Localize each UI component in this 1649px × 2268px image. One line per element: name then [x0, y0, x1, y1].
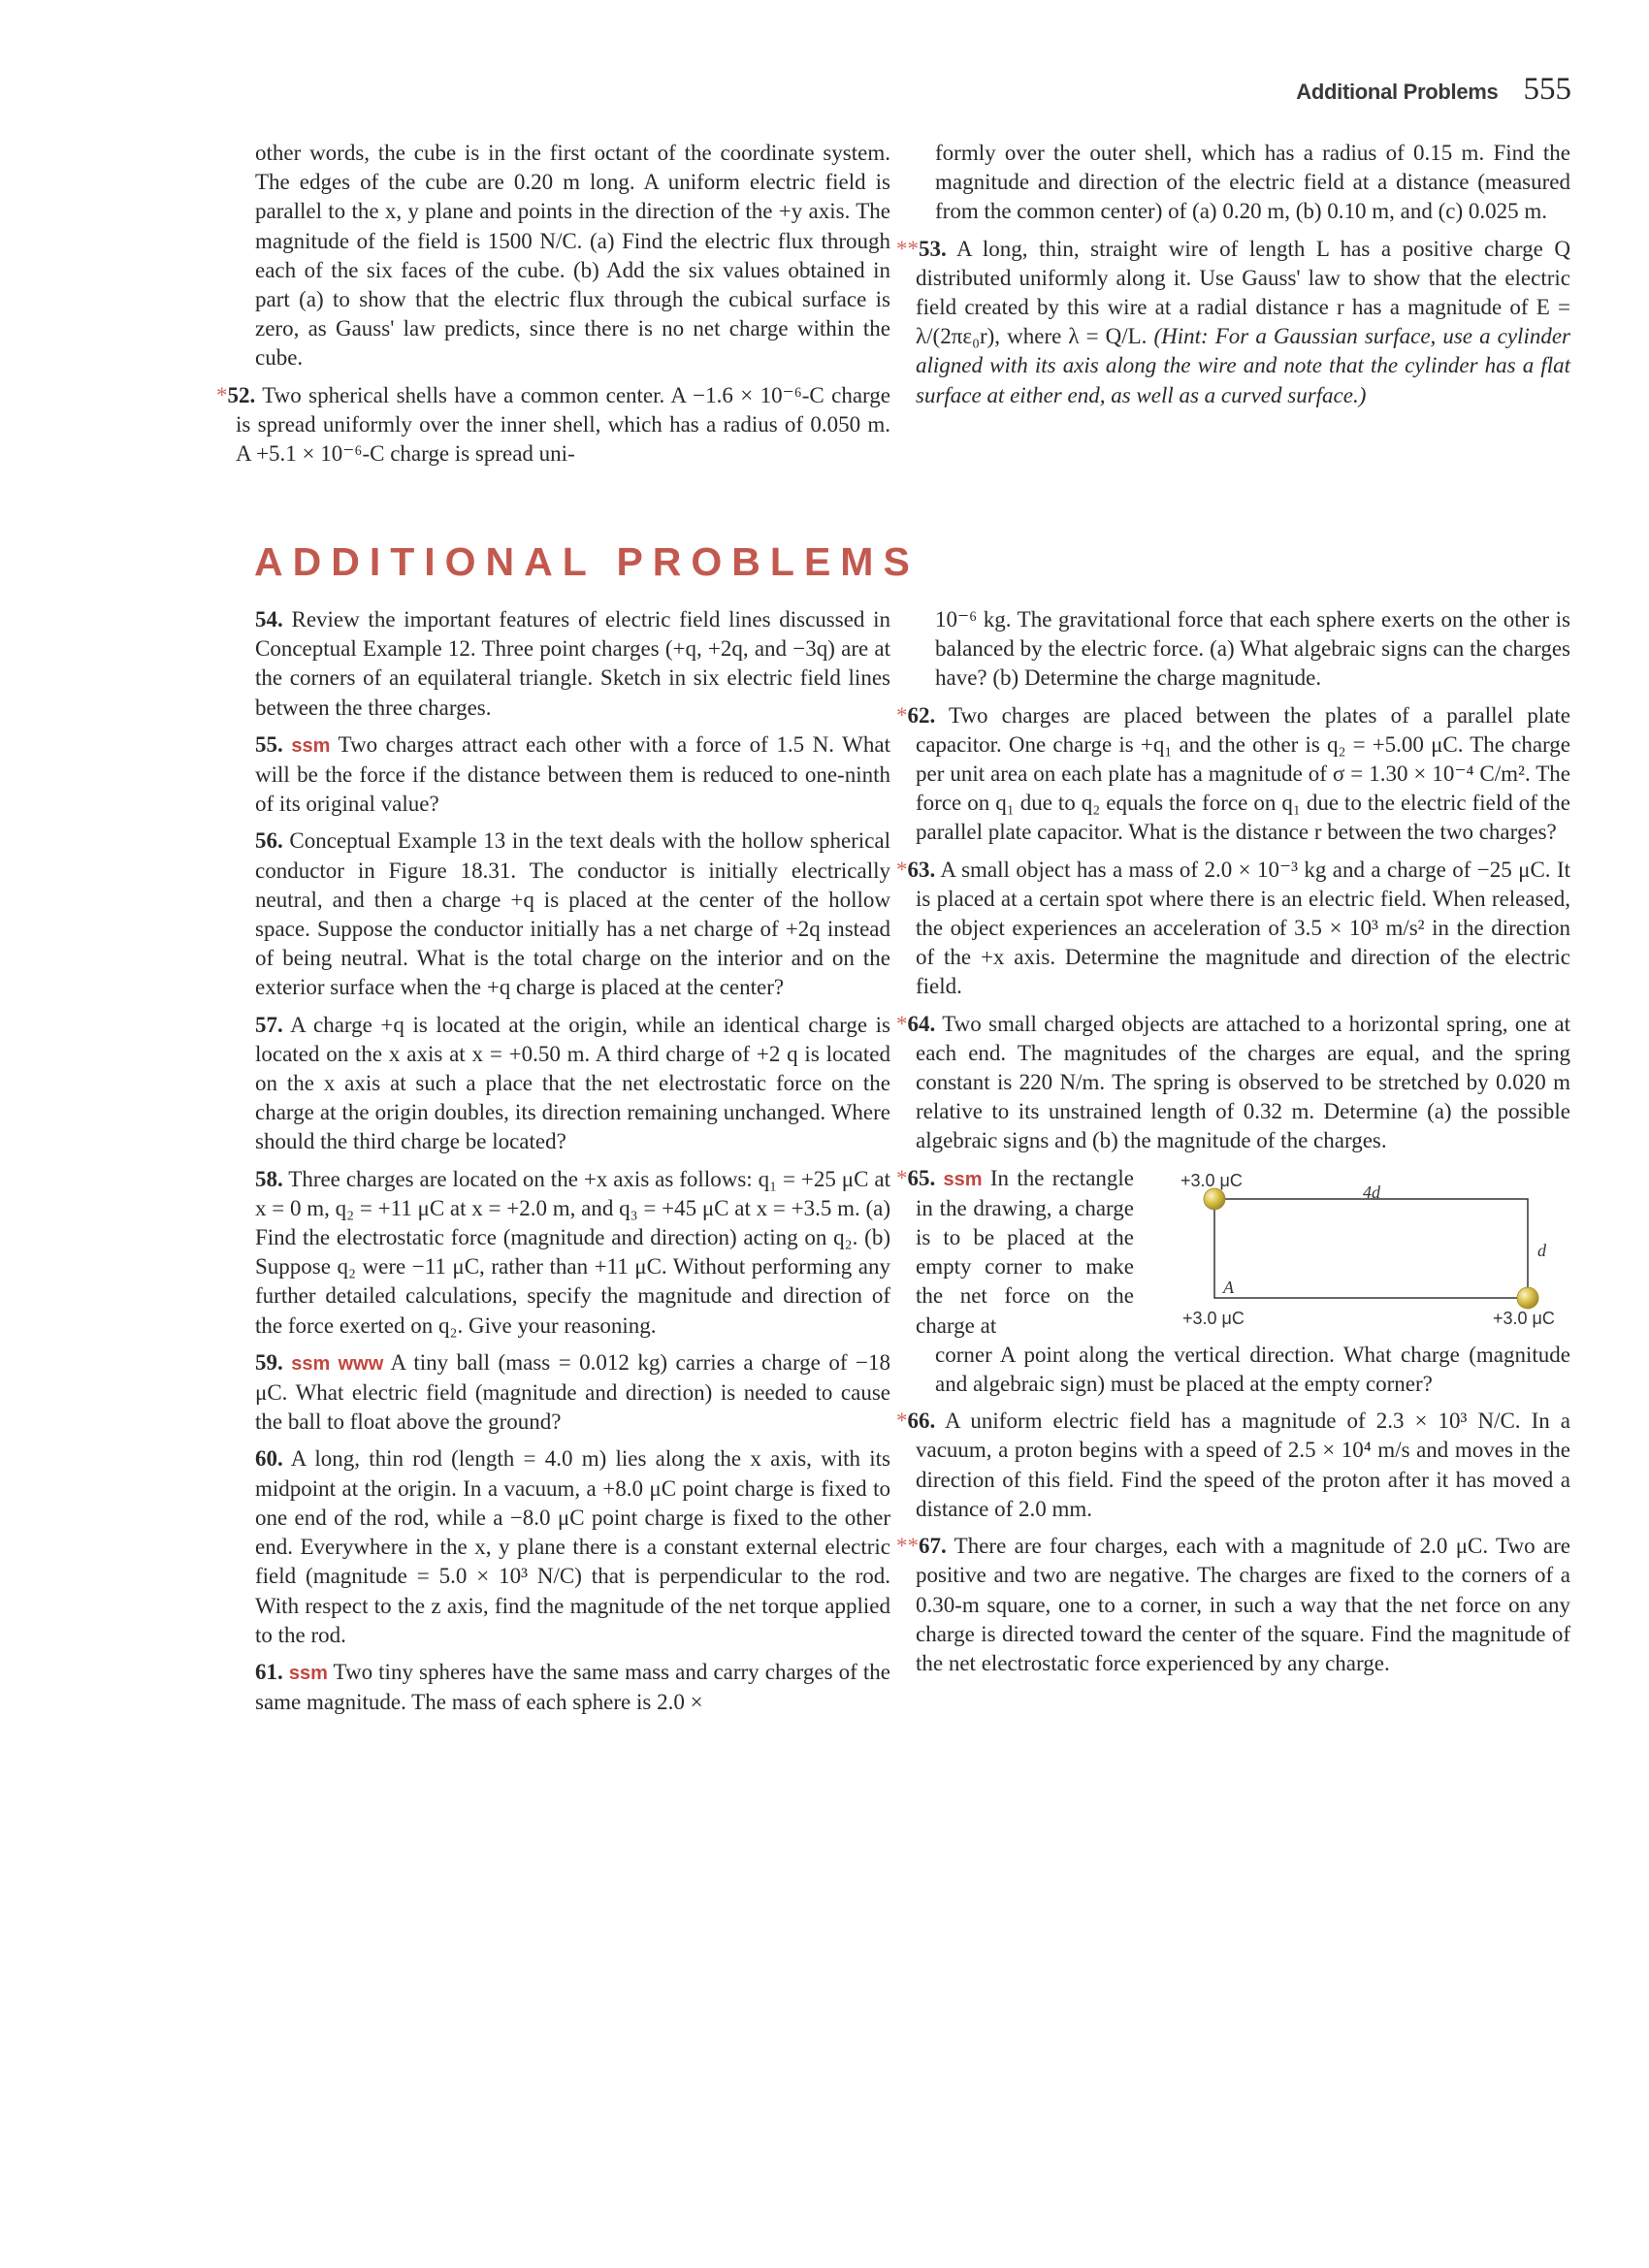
problem-text: A uniform electric field has a magnitude of 2.3 × 10³ N/C. In a vacuum, a proton begins with a speed of 2.5 × 10⁴ m/s and moves in the direction of this field. Find the speed of the proton after it has moved a distance of 2.0 mm. — [916, 1409, 1570, 1521]
problem-65-wrap — [896, 1164, 1134, 1341]
problem-number: 63. — [907, 857, 936, 882]
difficulty-star: * — [896, 702, 908, 728]
problem-number: 65. — [907, 1165, 936, 1190]
difficulty-star: * — [896, 1011, 908, 1036]
problem-65-rest: corner A point along the vertical direction. What charge (magnitude and algebraic sign) must be placed at the empty corner? — [935, 1342, 1570, 1397]
charge-rectangle — [1214, 1199, 1528, 1298]
problem-text: In the rectangle in the drawing, a charge is to be placed at the empty corner to make the net force on the charge at — [916, 1165, 1134, 1338]
difficulty-star: ** — [896, 1534, 919, 1559]
problem-61-continuation: 10⁻⁶ kg. The gravitational force that each sphere exerts on the other is balanced by the electric force. (a) What algebraic signs can the charges have? (b) Determine the charge magnitude. — [935, 607, 1570, 691]
problem-52 — [216, 381, 890, 470]
problem-number: 56. — [255, 828, 283, 854]
problem-text: Two charges are placed between the plates of a parallel plate capacitor. One charge is +q₁ and the other is q₂ = +5.00 μC. The charge per unit area on each plate has a magnitude of σ = 1.30 × 10⁻⁴ C/m². The force on q₁ due to q₂ equals the force on q₁ due to the electric field of the parallel plate capacitor. What is the distance r between the two charges? — [916, 702, 1570, 845]
problem-text: Conceptual Example 13 in the text deals with the hollow spherical conductor in Figure 18.31. The conductor is initially electrically neutral, and then a charge +q is placed at the center of the hollow space. Suppose the conductor initially has a net charge of +2q instead of being neutral. What is the total charge on the interior and on the exterior surface when the +q charge is placed at the center? — [255, 828, 891, 1000]
problem-57 — [255, 1011, 890, 1157]
problem-number: 57. — [255, 1012, 283, 1037]
problem-number: 61. — [255, 1659, 283, 1684]
difficulty-star: * — [896, 1409, 908, 1434]
problem-text: There are four charges, each with a magnitude of 2.0 μC. Two are positive and two are negative. The charges are fixed to the corners of a 0.30-m square, one to a corner, in such a way that the net force on any charge is directed toward the center of the square. Find the magnitude of the net electrostatic force experienced by any charge. — [916, 1534, 1570, 1675]
problem-text: Three charges are located on the +x axis as follows: q₁ = +25 μC at x = 0 m, q₂ = +11 μC at x = +2.0 m, and q₃ = +45 μC at x = +3.5 m. (a) Find the electrostatic force (magnitude and direction) acting on q₂. (b) Suppose q₂ were −11 μC, rather than +11 μC. Without performing any further detailed calculations, specify the magnitude and direction of the force exerted on q₂. Give your reasoning. — [255, 1166, 890, 1338]
problem-56 — [255, 826, 890, 1002]
problem-51-continuation: other words, the cube is in the first octant of the coordinate system. The edges of the cube are 0.20 m long. A uniform electric field is parallel to the x, y plane and points in the direction of the +y axis. The magnitude of the field is 1500 N/C. (a) Find the electric flux through each of the six faces of the cube. (b) Add the six values obtained in part (a) to show that the electric flux through the cubical surface is zero, as Gauss' law predicts, since there is no net charge within the cube. — [255, 141, 890, 371]
problem-number: 59. — [255, 1349, 283, 1375]
page-number: 555 — [1523, 72, 1571, 107]
problem-number: 67. — [919, 1534, 947, 1559]
problem-number: 58. — [255, 1166, 283, 1191]
problem-text: A long, thin, straight wire of length L has a positive charge Q distributed uniformly along it. Use Gauss' law to show that the electric field created by this wire at a radial distance r has a magnitude of E = λ/(2πε₀r), where λ = Q/L. — [916, 236, 1570, 349]
problem-67 — [896, 1532, 1570, 1678]
bottom-right-column — [896, 605, 1570, 1686]
problem-text: A charge +q is located at the origin, while an identical charge is located on the x axis at x = +0.50 m. A third charge of +2 q is located on the x axis at such a place that the net electrostatic force on the charge at the origin doubles, its direction remaining unchanged. Where should the third charge be located? — [255, 1012, 890, 1154]
ssm-www-tag: ssm www — [291, 1352, 384, 1375]
problem-54 — [255, 605, 890, 723]
problem-61 — [255, 1658, 890, 1717]
ssm-tag: ssm — [288, 1662, 328, 1684]
label-top-left-charge: +3.0 μC — [1180, 1170, 1243, 1190]
problem-text: A long, thin rod (length = 4.0 m) lies along the x axis, with its midpoint at the origin. In a vacuum, a +8.0 μC point charge is fixed to one end of the rod, while a −8.0 μC point charge is fixed to the other end. Everywhere in the x, y plane there is a constant external electric field (magnitude = 5.0 × 10³ N/C) that is perpendicular to the rod. With respect to the z axis, find the magnitude of the net torque applied to the rod. — [255, 1446, 890, 1647]
section-title: Additional Problems — [1296, 80, 1499, 104]
bottom-left-column — [255, 605, 890, 1725]
top-left-column — [216, 139, 890, 476]
problem-number: 62. — [907, 702, 936, 728]
label-corner-a: A — [1223, 1277, 1234, 1297]
section-heading: ADDITIONAL PROBLEMS — [254, 539, 920, 584]
label-bottom-right-charge: +3.0 μC — [1493, 1308, 1555, 1328]
problem-text: Two charges attract each other with a force of 1.5 N. What will be the force if the distance between them is reduced to one-ninth of its original value? — [255, 731, 890, 817]
problem-text: Two spherical shells have a common center. A −1.6 × 10⁻⁶-C charge is spread uniformly over the inner shell, which has a radius of 0.050 m. A +5.1 × 10⁻⁶-C charge is spread uni- — [236, 382, 890, 467]
ssm-tag: ssm — [943, 1168, 983, 1190]
problem-number: 66. — [907, 1409, 936, 1434]
problem-number: 64. — [907, 1011, 936, 1036]
problem-text: Review the important features of electric field lines discussed in Conceptual Example 12. Three point charges (+q, +2q, and −3q) are at the corners of an equilateral triangle. Sketch in six electric field lines between the three charges. — [255, 607, 891, 720]
top-right-column — [896, 139, 1570, 418]
problem-number: 60. — [255, 1446, 283, 1472]
problem-63 — [896, 856, 1570, 1002]
label-height: d — [1537, 1240, 1546, 1260]
difficulty-star: ** — [896, 236, 919, 261]
problem-58 — [255, 1165, 890, 1341]
problem-number: 55. — [255, 731, 283, 757]
difficulty-star: * — [216, 382, 228, 407]
label-bottom-left-charge: +3.0 μC — [1182, 1308, 1245, 1328]
problem-number: 53. — [919, 236, 947, 261]
problem-62 — [896, 701, 1570, 848]
difficulty-star: * — [896, 1165, 908, 1190]
problem-number: 52. — [227, 382, 256, 407]
difficulty-star: * — [896, 857, 908, 882]
problem-59 — [255, 1348, 890, 1438]
problem-hint: (Hint: For a Gaussian surface, use a cylinder aligned with its axis along the wire and note that the cylinder has a flat surface at either end, as well as a curved surface.) — [916, 324, 1570, 407]
problem-66 — [896, 1407, 1570, 1524]
problem-60 — [255, 1444, 890, 1649]
problem-text: Two tiny spheres have the same mass and carry charges of the same magnitude. The mass of each sphere is 2.0 × — [255, 1659, 890, 1715]
rectangle-charges-figure — [1180, 1168, 1568, 1333]
problem-text: Two small charged objects are attached to a horizontal spring, one at each end. The magnitudes of the charges are equal, and the spring constant is 220 N/m. The spring is observed to be stretched by 0.020 m relative to its unstrained length of 0.32 m. Determine (a) the possible algebraic signs and (b) the magnitude of the charges. — [916, 1011, 1570, 1153]
label-width: 4d — [1363, 1182, 1380, 1202]
problem-55 — [255, 730, 890, 820]
problem-number: 54. — [255, 607, 283, 632]
problem-53 — [896, 235, 1570, 410]
problem-text: A tiny ball (mass = 0.012 kg) carries a charge of −18 μC. What electric field (magnitude and direction) is needed to cause the ball to float above the ground? — [255, 1349, 891, 1435]
problem-64 — [896, 1010, 1570, 1156]
ssm-tag: ssm — [291, 734, 331, 757]
running-header — [1296, 72, 1571, 108]
problem-65 — [896, 1164, 1570, 1400]
problem-52-continuation: formly over the outer shell, which has a radius of 0.15 m. Find the magnitude and direction of the electric field at a distance (measured from the common center) of (a) 0.20 m, (b) 0.10 m, and (c) 0.025 m. — [935, 141, 1570, 224]
problem-text: A small object has a mass of 2.0 × 10⁻³ kg and a charge of −25 μC. It is placed at a certain spot where there is an electric field. When released, the object experiences an acceleration of 3.5 × 10³ m/s² in the direction of the +x axis. Determine the magnitude and direction of the electric field. — [916, 857, 1570, 999]
